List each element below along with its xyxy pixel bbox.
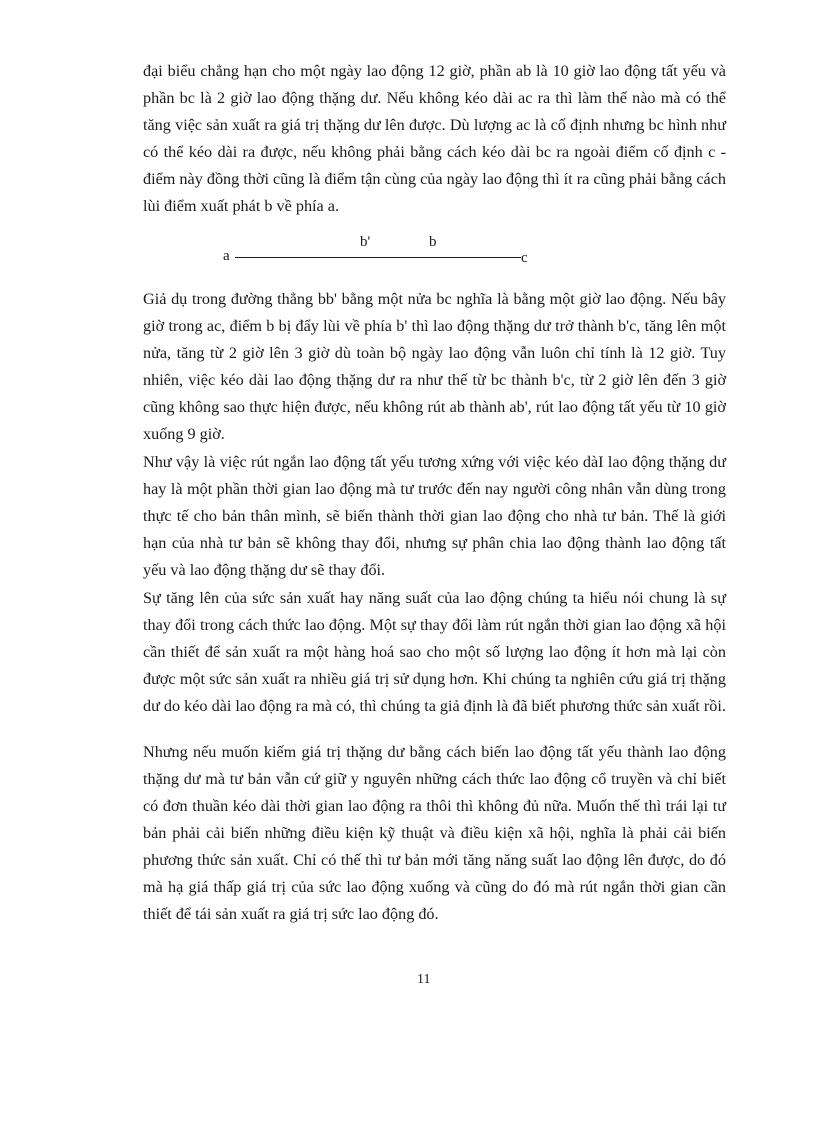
- paragraph-2: Giả dụ trong đường thẳng bb' bằng một nửa bc nghĩa là bằng một giờ lao động. Nếu bây giờ trong ac, điểm b bị đẩy lùi về phía b' thì lao động thặng dư trở thành b'c, tăng lên một nửa, tăng từ 2 giờ lên 3 giờ dù toàn bộ ngày lao động vẫn luôn chỉ tính là 12 giờ. Tuy nhiên, việc kéo dài lao động thặng dư ra như thế từ bc thành b'c, từ 2 giờ lên đến 3 giờ cũng không sao thực hiện được, nếu không rút ab thành ab', rút lao động tất yếu từ 10 giờ xuống 9 giờ.: [143, 290, 726, 443]
- point-b-label: b: [429, 234, 437, 250]
- page-number: 11: [417, 972, 431, 987]
- line-segment-diagram: [215, 228, 545, 268]
- paragraph-4: Sự tăng lên của sức sản xuất hay năng suất của lao động chúng ta hiểu nói chung là sự thay đổi trong cách thức lao động. Một sự thay đổi làm rút ngắn thời gian lao động xã hội cần thiết để sản xuất ra một hàng hoá sao cho một số lượng lao động ít hơn mà lại còn được một sức sản xuất ra nhiều giá trị sử dụng hơn. Khi chúng ta nghiên cứu giá trị thặng dư do kéo dài lao động ra mà có, thì chúng ta giả định là đã biết phương thức sản xuất rồi.: [143, 589, 726, 715]
- paragraph-5: Nhưng nếu muốn kiếm giá trị thặng dư bằng cách biến lao động tất yếu thành lao động thặng dư mà tư bản vẫn cứ giữ y nguyên những cách thức lao động cổ truyền và chỉ biết có đơn thuần kéo dài thời gian lao động ra thôi thì không đủ nữa. Muốn thế thì trái lại tư bản phải cải biến những điều kiện kỹ thuật và điều kiện xã hội, nghĩa là phải cải biến phương thức sản xuất. Chỉ có thế thì tư bản mới tăng năng suất lao động lên được, do đó mà hạ giá thấp giá trị của sức lao động xuống và cũng do đó mà rút ngắn thời gian cần thiết để tái sản xuất ra giá trị sức lao động đó.: [143, 743, 726, 923]
- point-b-prime-label: b': [360, 234, 371, 250]
- paragraph-3: Như vậy là việc rút ngắn lao động tất yếu tương xứng với việc kéo dàI lao động thặng dư hay là một phần thời gian lao động mà tư trước đến nay người công nhân vẫn dùng trong thực tế cho bản thân mình, sẽ biến thành thời gian lao động cho nhà tư bản. Thế là giới hạn của nhà tư bản sẽ không thay đổi, nhưng sự phân chia lao động thành lao động tất yếu và lao động thặng dư sẽ thay đổi.: [143, 453, 726, 579]
- segment-ac-line: [235, 257, 521, 258]
- point-a-label: a: [223, 248, 230, 264]
- paragraph-1: đại biểu chẳng hạn cho một ngày lao động 12 giờ, phần ab là 10 giờ lao động tất yếu và phần bc là 2 giờ lao động thặng dư. Nếu không kéo dài ac ra thì làm thế nào mà có thể tăng việc sản xuất ra giá trị thặng dư lên được. Dù lượng ac là cố định nhưng bc hình như có thể kéo dài ra được, nếu không phải bằng cách kéo dài bc ra ngoài điểm cố định c - điểm này đồng thời cũng là điểm tận cùng của ngày lao động thì ít ra cũng phải bằng cách lùi điểm xuất phát b về phía a.: [143, 62, 726, 215]
- point-c-label: c: [521, 250, 528, 266]
